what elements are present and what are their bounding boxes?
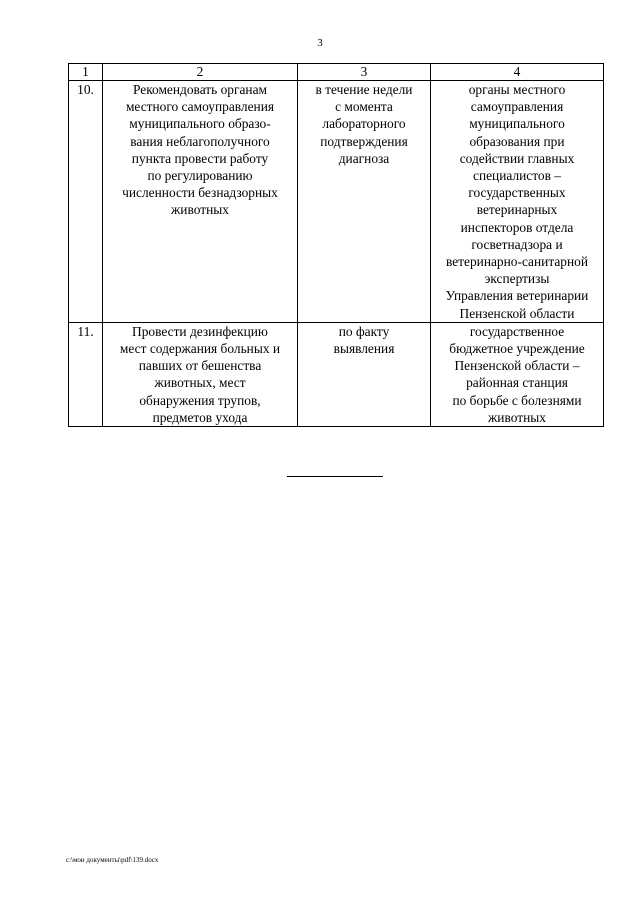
responsible-text-line: государственных [468, 185, 566, 201]
measure-text-line: павших от бешенства [138, 358, 262, 374]
footer-file-path: c:\мои документы\pdf\139.docx [66, 856, 159, 864]
responsible-text-line: муниципального [469, 116, 565, 132]
responsible-text-line: экспертизы [484, 271, 550, 287]
measure-text-line: местного самоуправления [125, 99, 275, 115]
measure-text-line: по регулированию [147, 168, 253, 184]
responsible-text-line: государственное [469, 323, 565, 339]
measure-text-line: численности безнадзорных [122, 185, 278, 201]
deadline-text-line: лабораторного [322, 116, 406, 132]
measure-text-line: пункта провести работу [131, 150, 269, 166]
end-separator-line [287, 476, 383, 477]
deadline-text-line: по факту [338, 323, 390, 339]
responsible-text-line: районная станция [466, 375, 568, 391]
measure-text-line: предметов ухода [152, 409, 248, 425]
measure-text-line: мест содержания больных и [119, 341, 281, 357]
responsible-text-line: Пензенской области [459, 305, 575, 321]
responsible-text-line: ветеринарно-санитарной [445, 254, 589, 270]
deadline-text-line: в течение недели [315, 82, 413, 97]
responsible-text-line: по борьбе с болезнями [452, 392, 582, 408]
row-number-cell: 11. [69, 322, 103, 426]
measure-cell [103, 81, 298, 323]
column-header-measure: 2 [103, 64, 298, 81]
measure-text-line: Провести дезинфекцию [132, 323, 268, 339]
deadline-text-line: с момента [335, 99, 393, 115]
responsible-text-line: госветнадзора и [471, 236, 563, 252]
measure-cell [103, 322, 298, 426]
table-row [69, 322, 604, 426]
responsible-text-line: самоуправления [470, 99, 564, 115]
measure-text-line: вания неблагополучного [130, 133, 270, 149]
responsible-text-line: инспекторов отдела [460, 219, 574, 235]
responsible-text-line: образования при [469, 133, 565, 149]
table-row [69, 81, 604, 323]
responsible-text-line: животных [488, 409, 546, 425]
responsible-cell [431, 322, 604, 426]
deadline-text-line: подтверждения [320, 133, 408, 149]
responsible-text-line: содействии главных [459, 150, 575, 166]
measure-text-line: животных, мест [154, 375, 246, 391]
deadline-cell [298, 322, 431, 426]
responsible-text-line: Пензенской области – [454, 358, 580, 374]
responsible-text-line: органы местного [468, 82, 566, 97]
responsible-text-line: специалистов – [473, 168, 561, 184]
deadline-text-line: диагноза [338, 150, 390, 166]
responsible-text-line: бюджетное учреждение [449, 341, 585, 357]
measure-text-line: обнаружения трупов, [139, 392, 261, 408]
column-header-responsible: 4 [431, 64, 604, 81]
measure-text-line: муниципального образо- [129, 116, 271, 132]
measure-text-line: Рекомендовать органам [132, 82, 268, 97]
column-header-number: 1 [69, 64, 103, 81]
responsible-text-line: Управления ветеринарии [445, 288, 589, 304]
deadline-text-line: выявления [333, 341, 395, 357]
column-header-deadline: 3 [298, 64, 431, 81]
row-number-cell: 10. [69, 81, 103, 323]
page-number: 3 [317, 37, 323, 49]
measure-text-line: животных [171, 202, 229, 218]
responsible-cell [431, 81, 604, 323]
deadline-cell [298, 81, 431, 323]
table-header-row [69, 64, 604, 81]
responsible-text-line: ветеринарных [476, 202, 558, 218]
measures-table [68, 63, 604, 427]
